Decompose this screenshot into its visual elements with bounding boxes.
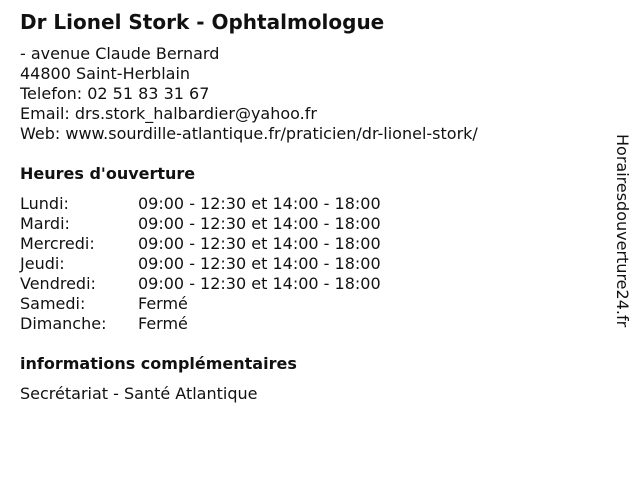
address-street: - avenue Claude Bernard xyxy=(20,44,220,63)
day-hours: 09:00 - 12:30 et 14:00 - 18:00 xyxy=(138,194,381,213)
opening-hours-heading: Heures d'ouverture xyxy=(20,164,196,183)
additional-info-heading: informations complémentaires xyxy=(20,354,297,373)
phone-line: Telefon: 02 51 83 31 67 xyxy=(20,84,210,103)
hours-row-mercredi xyxy=(20,234,440,254)
day-label: Mercredi: xyxy=(20,234,95,253)
day-label: Mardi: xyxy=(20,214,70,233)
day-hours: 09:00 - 12:30 et 14:00 - 18:00 xyxy=(138,254,381,273)
web-line: Web: www.sourdille-atlantique.fr/praticien/dr-lionel-stork/ xyxy=(20,124,478,143)
contact-block xyxy=(20,44,478,144)
hours-row-lundi xyxy=(20,194,440,214)
day-label: Vendredi: xyxy=(20,274,96,293)
day-hours: 09:00 - 12:30 et 14:00 - 18:00 xyxy=(138,214,381,233)
day-label: Samedi: xyxy=(20,294,86,313)
hours-row-jeudi xyxy=(20,254,440,274)
day-hours: 09:00 - 12:30 et 14:00 - 18:00 xyxy=(138,274,381,293)
day-label: Jeudi: xyxy=(20,254,65,273)
hours-row-dimanche xyxy=(20,314,440,334)
day-label: Dimanche: xyxy=(20,314,107,333)
email-line: Email: drs.stork_halbardier@yahoo.fr xyxy=(20,104,317,123)
day-hours: Fermé xyxy=(138,314,188,333)
address-city: 44800 Saint-Herblain xyxy=(20,64,191,83)
hours-row-mardi xyxy=(20,214,440,234)
site-watermark: Horairesdouverture24.fr xyxy=(613,134,632,328)
opening-hours-table xyxy=(20,194,440,334)
day-hours: 09:00 - 12:30 et 14:00 - 18:00 xyxy=(138,234,381,253)
day-hours: Fermé xyxy=(138,294,188,313)
page-title: Dr Lionel Stork - Ophtalmologue xyxy=(20,10,385,34)
day-label: Lundi: xyxy=(20,194,69,213)
hours-row-vendredi xyxy=(20,274,440,294)
hours-row-samedi xyxy=(20,294,440,314)
additional-info-text: Secrétariat - Santé Atlantique xyxy=(20,384,258,403)
